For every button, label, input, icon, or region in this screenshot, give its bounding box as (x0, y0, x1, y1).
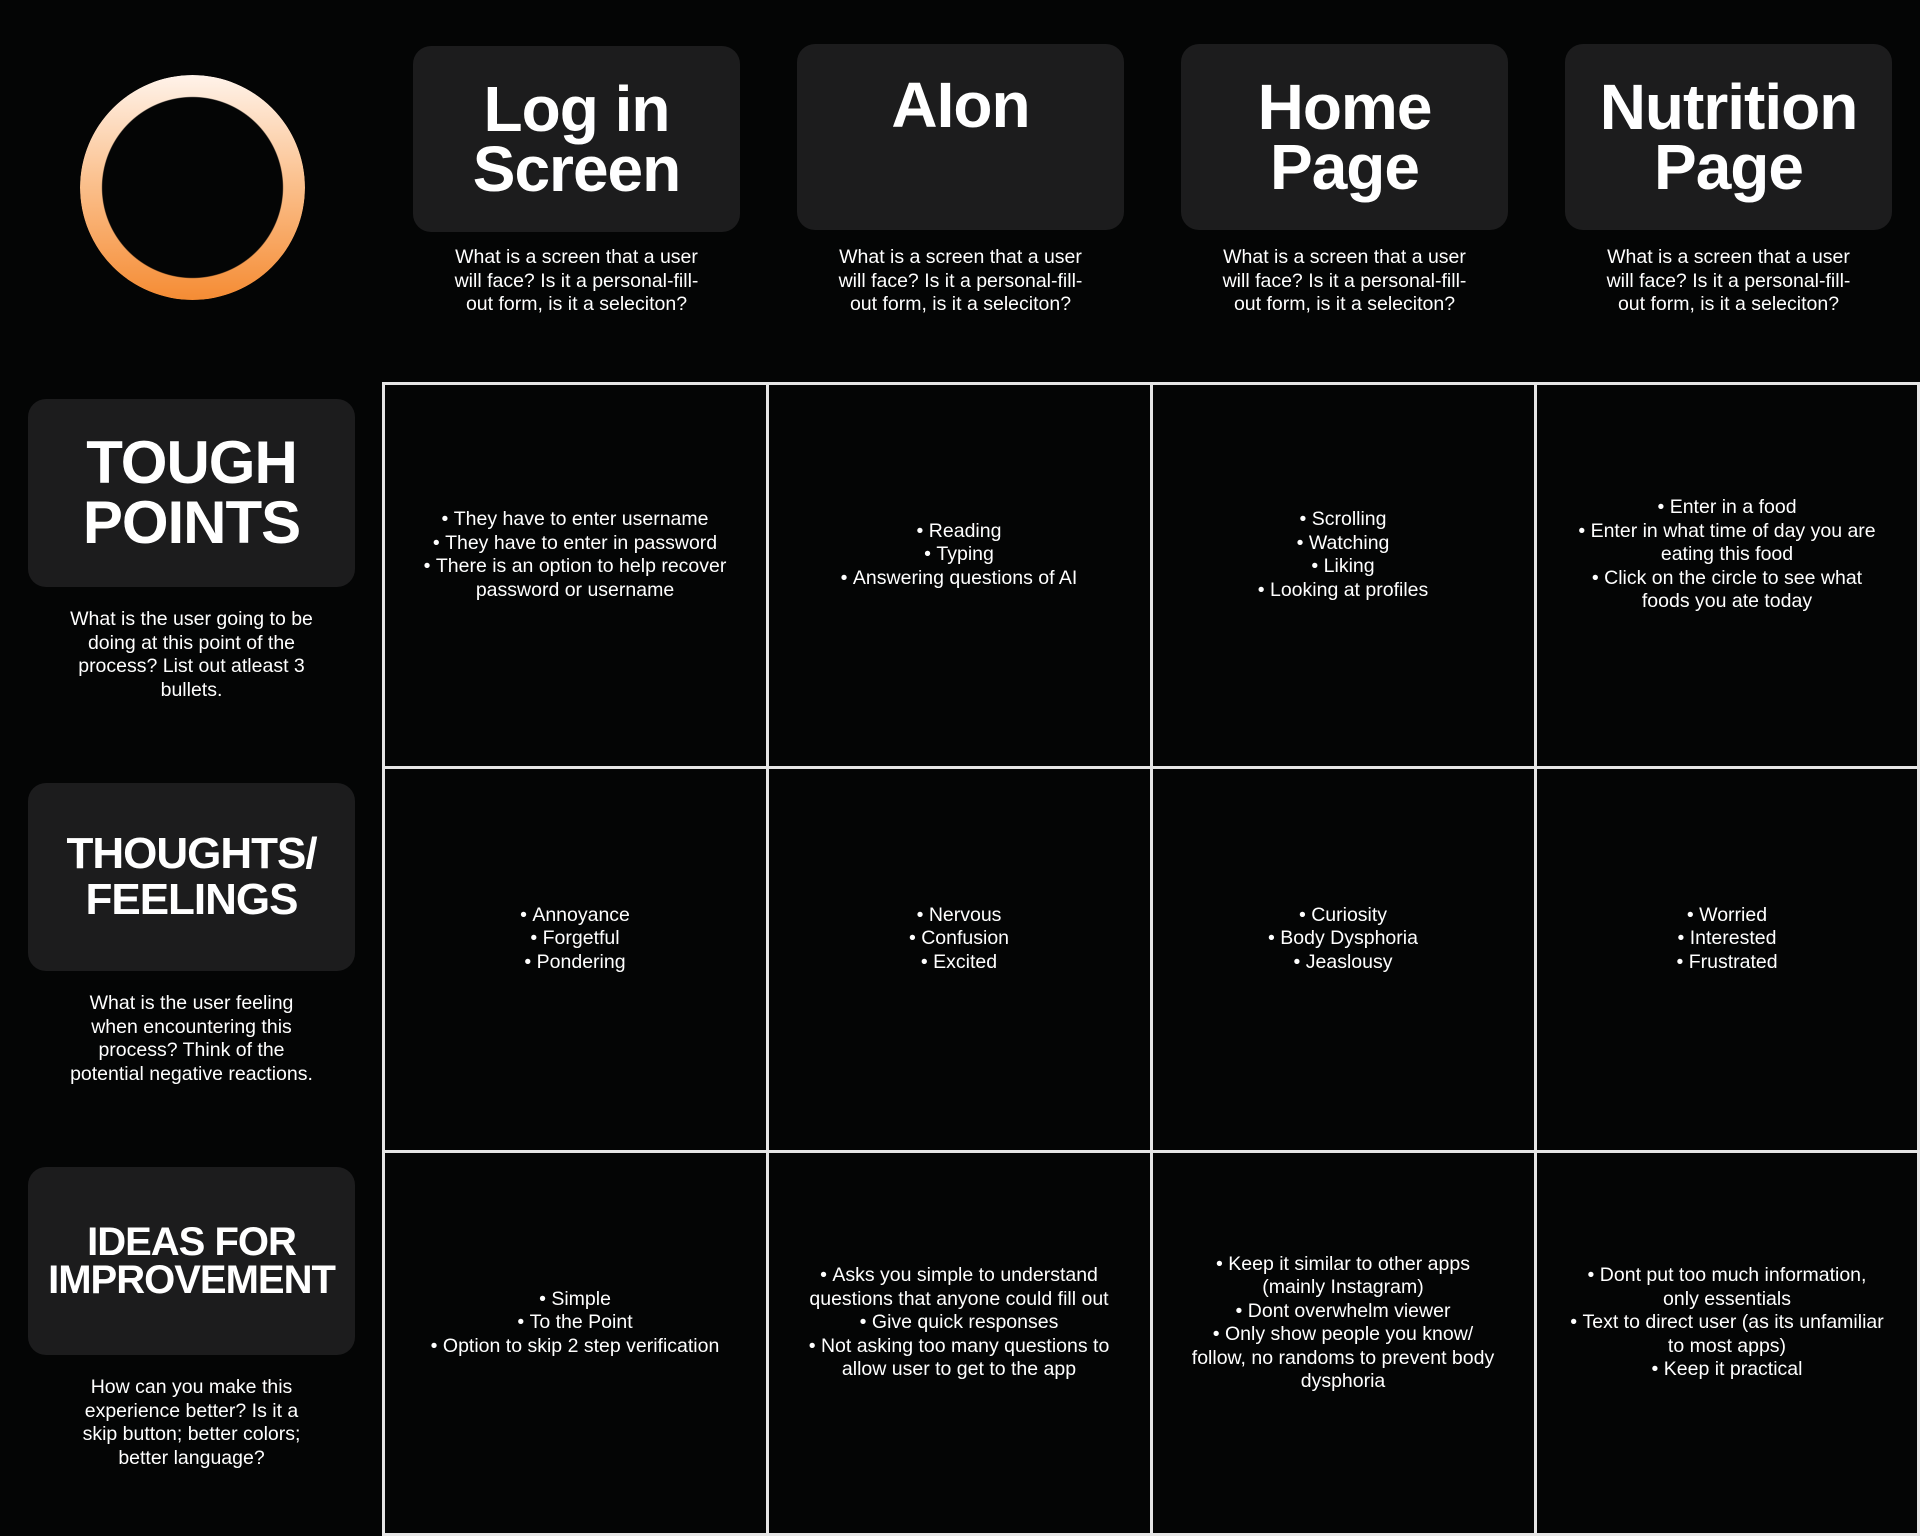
bullet-item: • Not asking too many questions to allow user to get to the app (799, 1335, 1119, 1382)
column-title-nutrition: Nutrition Page (1599, 71, 1858, 203)
bullet-item: • Watching (1183, 532, 1503, 556)
bullet-list (415, 904, 735, 975)
cell-tough-points-nutrition (1537, 385, 1917, 765)
column-question-nutrition: What is a screen that a user will face? Is it a personal-fill-out form, is it a seleciton? (1606, 246, 1851, 315)
column-question-aion: What is a screen that a user will face? Is it a personal-fill-out form, is it a seleciton? (838, 246, 1083, 315)
bullet-item: • Interested (1567, 927, 1887, 951)
column-card-home (1181, 44, 1508, 230)
bullet-item: • Excited (799, 951, 1119, 975)
row-card-thoughts-feelings (28, 783, 355, 971)
bullet-list (415, 1288, 735, 1359)
cell-ideas-aion (769, 1153, 1149, 1533)
column-card-login (413, 46, 740, 232)
bullet-item: • Body Dysphoria (1183, 927, 1503, 951)
bullet-item: • Answering questions of AI (799, 567, 1119, 591)
column-question-login: What is a screen that a user will face? Is it a personal-fill-out form, is it a seleciton? (454, 246, 699, 315)
bullet-item: • Looking at profiles (1183, 579, 1503, 603)
row-title-thoughts-feelings: THOUGHTS/ FEELINGS (66, 829, 317, 924)
bullet-item: • Annoyance (415, 904, 735, 928)
bullet-item: • To the Point (415, 1311, 735, 1335)
row-card-ideas (28, 1167, 355, 1355)
column-title-login: Log in Screen (472, 73, 681, 205)
cell-ideas-home (1153, 1153, 1533, 1533)
row-question-thoughts-feelings: What is the user feeling when encountering this process? Think of the potential negative reactions. (70, 992, 313, 1085)
cell-feelings-login (385, 769, 765, 1149)
cell-tough-points-home (1153, 385, 1533, 765)
bullet-list (1567, 496, 1887, 614)
logo-ring (80, 75, 305, 300)
bullet-item: • Enter in what time of day you are eating this food (1567, 520, 1887, 567)
bullet-item: • Option to skip 2 step verification (415, 1335, 735, 1359)
cell-ideas-nutrition (1537, 1153, 1917, 1533)
bullet-item: • Text to direct user (as its unfamiliar to most apps) (1567, 1311, 1887, 1358)
bullet-item: • Jeaslousy (1183, 951, 1503, 975)
bullet-list (1183, 1253, 1503, 1394)
column-card-nutrition (1565, 44, 1892, 230)
cell-tough-points-aion (769, 385, 1149, 765)
bullet-item: • They have to enter in password (415, 532, 735, 556)
cell-ideas-login (385, 1153, 765, 1533)
bullet-item: • Asks you simple to understand questions that anyone could fill out (799, 1264, 1119, 1311)
bullet-item: • Pondering (415, 951, 735, 975)
bullet-list (1567, 904, 1887, 975)
bullet-item: • Scrolling (1183, 508, 1503, 532)
row-question-tough-points: What is the user going to be doing at this point of the process? List out atleast 3 bullets. (70, 608, 313, 701)
bullet-item: • There is an option to help recover password or username (415, 555, 735, 602)
row-title-tough-points: TOUGH POINTS (82, 429, 301, 556)
bullet-item: • Liking (1183, 555, 1503, 579)
bullet-list (415, 508, 735, 602)
row-question-ideas: How can you make this experience better? Is it a skip button; better colors; better language? (82, 1376, 301, 1469)
column-question-home: What is a screen that a user will face? Is it a personal-fill-out form, is it a seleciton? (1222, 246, 1467, 315)
bullet-item: • Frustrated (1567, 951, 1887, 975)
bullet-item: • Confusion (799, 927, 1119, 951)
bullet-item: • Keep it practical (1567, 1358, 1887, 1382)
bullet-list (799, 520, 1119, 591)
bullet-item: • Forgetful (415, 927, 735, 951)
bullet-item: • Dont overwhelm viewer (1183, 1300, 1503, 1324)
row-title-ideas: IDEAS FOR IMPROVEMENT (48, 1220, 335, 1302)
bullet-item: • Keep it similar to other apps (mainly Instagram) (1183, 1253, 1503, 1300)
bullet-item: • Typing (799, 543, 1119, 567)
column-title-aion: AIon (891, 69, 1030, 141)
column-card-aion (797, 44, 1124, 230)
bullet-item: • Give quick responses (799, 1311, 1119, 1335)
cell-feelings-home (1153, 769, 1533, 1149)
column-title-home: Home Page (1257, 71, 1432, 203)
bullet-item: • Simple (415, 1288, 735, 1312)
bullet-item: • Worried (1567, 904, 1887, 928)
bullet-item: • Enter in a food (1567, 496, 1887, 520)
bullet-list (799, 904, 1119, 975)
row-card-tough-points (28, 399, 355, 587)
bullet-list (1567, 1264, 1887, 1382)
bullet-item: • They have to enter username (415, 508, 735, 532)
bullet-list (799, 1264, 1119, 1382)
cell-tough-points-login (385, 385, 765, 765)
bullet-item: • Curiosity (1183, 904, 1503, 928)
cell-feelings-aion (769, 769, 1149, 1149)
bullet-item: • Click on the circle to see what foods you ate today (1567, 567, 1887, 614)
bullet-item: • Nervous (799, 904, 1119, 928)
bullet-item: • Only show people you know/ follow, no randoms to prevent body dysphoria (1183, 1323, 1503, 1394)
cell-feelings-nutrition (1537, 769, 1917, 1149)
bullet-list (1183, 904, 1503, 975)
bullet-list (1183, 508, 1503, 602)
bullet-item: • Dont put too much information, only essentials (1567, 1264, 1887, 1311)
bullet-item: • Reading (799, 520, 1119, 544)
